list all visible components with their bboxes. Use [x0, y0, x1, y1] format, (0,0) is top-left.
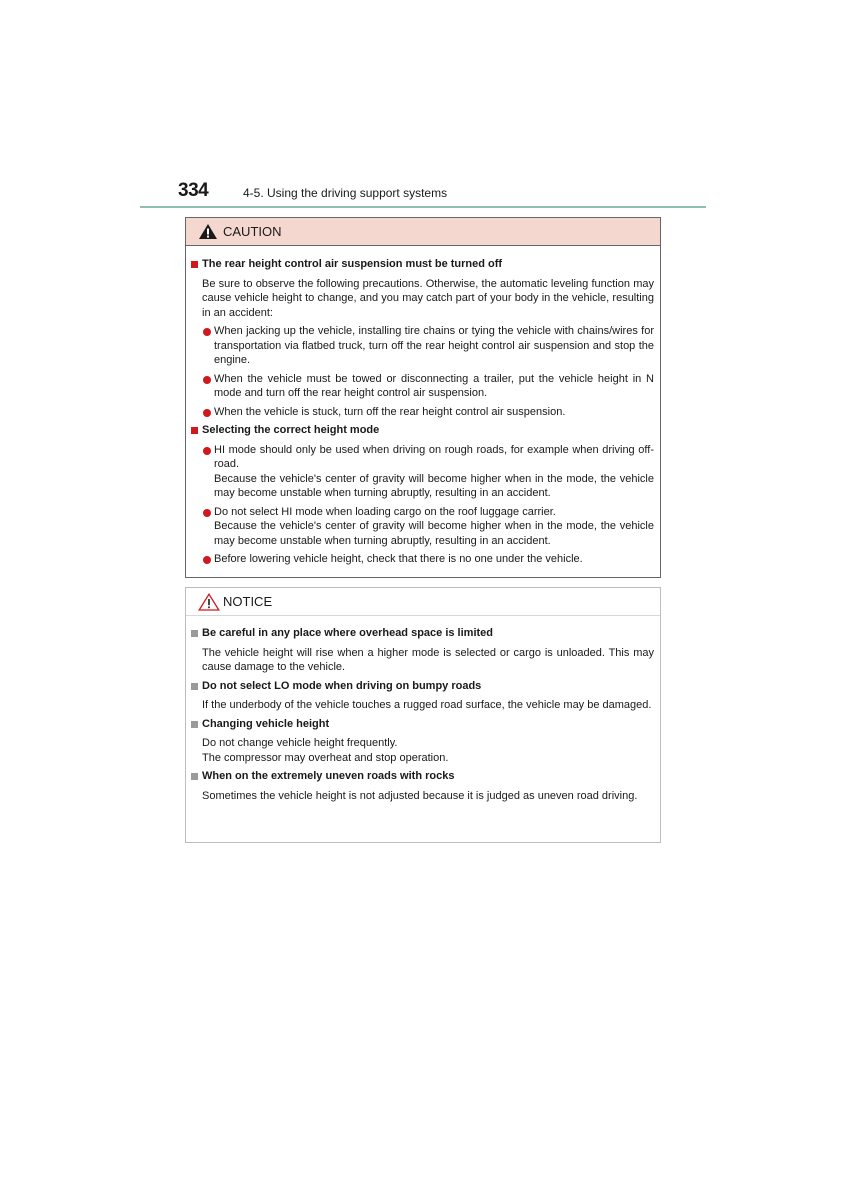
page-header [140, 178, 706, 208]
notice-text: Sometimes the vehicle height is not adjusted because it is judged as uneven road driving. [202, 789, 638, 802]
notice-text: Do not change vehicle height frequently. The compressor may overheat and stop operation. [202, 737, 449, 764]
caution-intro: Be sure to observe the following precautions. Otherwise, the automatic leveling function may cause vehicle height to change, and you may catch part of your body in the vehicle, resulting in an accident: [202, 277, 654, 319]
gray-square-icon [191, 683, 198, 690]
bullet-icon [203, 447, 211, 455]
gray-square-icon [191, 773, 198, 780]
list-item: Do not select HI mode when loading cargo on the roof luggage carrier. Because the vehicle's center of gravity will become higher when in the mode, the vehicle may become unstable when turning abruptly, resulting in an accident. [191, 505, 654, 549]
caution-box [185, 217, 661, 578]
section-title: 4-5. Using the driving support systems [243, 186, 448, 200]
notice-box [185, 587, 661, 843]
notice-subheading: Do not select LO mode when driving on bumpy roads [191, 679, 654, 694]
caution-title: CAUTION [223, 224, 282, 239]
caution-heading [186, 218, 660, 246]
gray-square-icon [191, 630, 198, 637]
notice-subheading: Changing vehicle height [191, 717, 654, 732]
notice-title: NOTICE [223, 594, 273, 609]
warning-outline-icon [198, 593, 220, 611]
red-square-icon [191, 261, 198, 268]
bullet-icon [203, 328, 211, 336]
bullet-icon [203, 509, 211, 517]
warning-triangle-icon [198, 223, 218, 240]
notice-subheading: Be careful in any place where overhead space is limited [191, 626, 654, 641]
notice-text: If the underbody of the vehicle touches a rugged road surface, the vehicle may be damaged. [202, 699, 652, 711]
list-item: When the vehicle is stuck, turn off the rear height control air suspension. [191, 405, 654, 420]
bullet-icon [203, 376, 211, 384]
caution-subheading: Selecting the correct height mode [191, 423, 654, 438]
list-item: When jacking up the vehicle, installing tire chains or tying the vehicle with chains/wires for transportation via flatbed truck, turn off the rear height control air suspension and stop the engine. [191, 324, 654, 368]
bullet-icon [203, 409, 211, 417]
list-item: HI mode should only be used when driving on rough roads, for example when driving off-road. Because the vehicle's center of gravity will become higher when in the mode, the vehicle may become unstable when turning abruptly, resulting in an accident. [191, 443, 654, 501]
gray-square-icon [191, 721, 198, 728]
list-item: When the vehicle must be towed or disconnecting a trailer, put the vehicle height in N mode and turn off the rear height control air suspension. [191, 372, 654, 401]
notice-text: The vehicle height will rise when a higher mode is selected or cargo is unloaded. This may cause damage to the vehicle. [202, 646, 654, 673]
caution-subheading: The rear height control air suspension must be turned off [191, 257, 654, 272]
header-rule [140, 206, 706, 208]
page-number: 334 [178, 180, 209, 201]
red-square-icon [191, 427, 198, 434]
notice-subheading: When on the extremely uneven roads with rocks [191, 769, 654, 784]
list-item: Before lowering vehicle height, check that there is no one under the vehicle. [191, 552, 654, 567]
bullet-icon [203, 556, 211, 564]
notice-heading [186, 588, 660, 616]
